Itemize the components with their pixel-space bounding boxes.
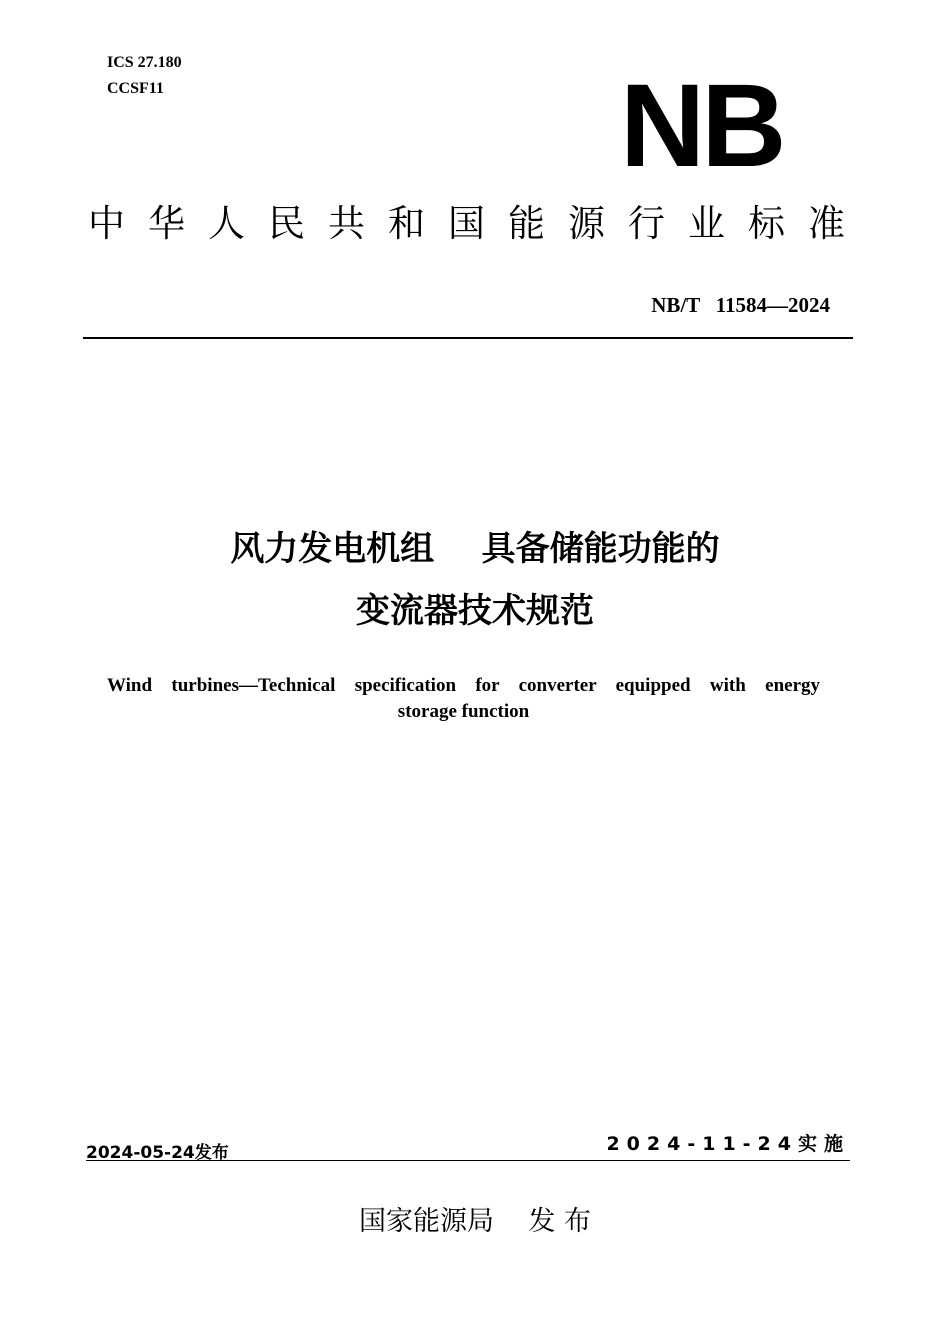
english-title-line1: Wind turbines—Technical specification for converter equipped with energy [107, 675, 820, 696]
ccs-code: CCSF11 [107, 80, 164, 97]
english-title-line2: storage function [397, 701, 530, 722]
ics-code: ICS 27.180 [107, 54, 182, 71]
industry-standard-title: 中华人民共和国能源行业标准 [88, 202, 868, 245]
classification-codes [107, 50, 182, 102]
chinese-title [0, 518, 950, 642]
standard-number: NB/T 11584—2024 [651, 293, 830, 317]
issue-date: 2024-05-24发布 [86, 1143, 229, 1163]
chinese-title-line1: 风力发电机组 具备储能功能的 [230, 529, 720, 569]
header-divider [83, 337, 853, 339]
chinese-title-line2: 变流器技术规范 [356, 591, 594, 631]
nb-logo: NB [620, 60, 783, 192]
footer-divider [86, 1160, 850, 1161]
english-title [107, 673, 820, 725]
publisher: 国家能源局 发 布 [359, 1206, 591, 1237]
implementation-date: 2024-11-24实施 [606, 1133, 850, 1155]
